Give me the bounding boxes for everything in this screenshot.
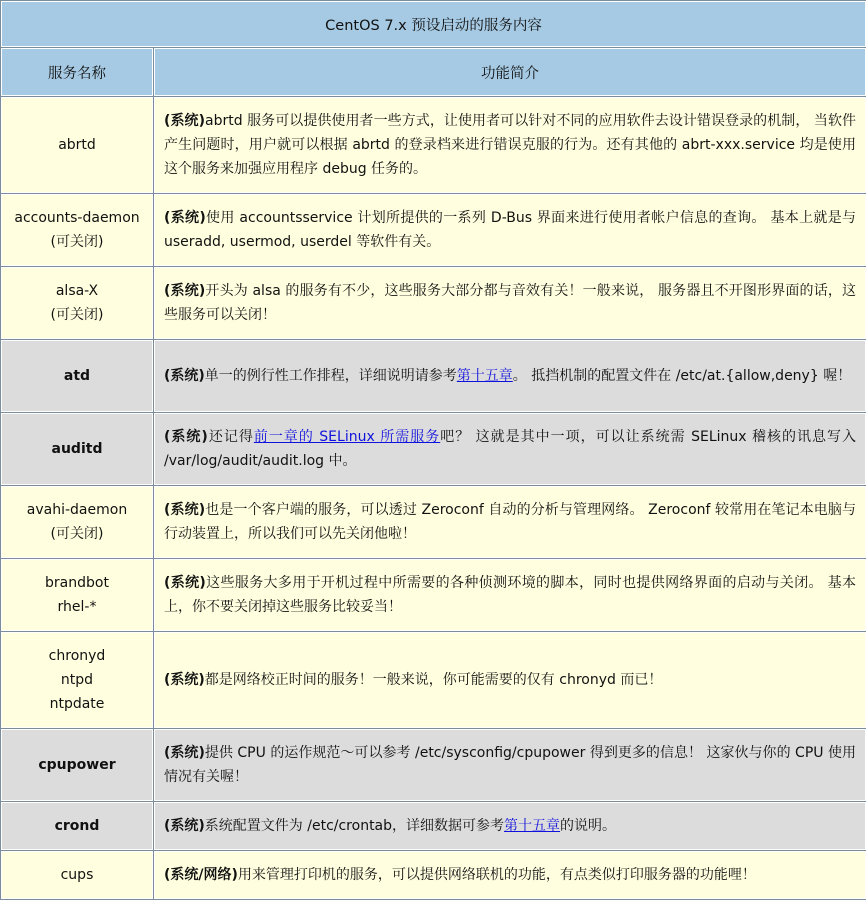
service-name: (可关闭) [50, 526, 104, 542]
service-name: crond [54, 818, 100, 834]
service-name: brandbot [45, 575, 109, 591]
category-tag: (系统) [164, 113, 205, 129]
chapter-link[interactable]: 第十五章 [456, 368, 513, 384]
service-name: cpupower [38, 757, 116, 773]
category-tag: (系统) [164, 745, 205, 761]
description-text: 也是一个客户端的服务，可以透过 Zeroconf 自动的分析与管理网络。 Zeroconf 较常用在笔记本电脑与行动装置上，所以我们可以先关闭他啦！ [164, 502, 857, 542]
header-description: 功能简介 [154, 48, 866, 97]
description-text: 还记得 [207, 429, 254, 445]
table-row [1, 486, 866, 559]
category-tag: (系统) [164, 283, 206, 299]
service-name-cell [1, 632, 154, 729]
service-name-cell [1, 851, 154, 900]
table-row [1, 559, 866, 632]
table-row [1, 267, 866, 340]
table-row [1, 413, 866, 486]
service-name: chronyd [48, 648, 106, 664]
header-service-name: 服务名称 [1, 48, 154, 97]
category-tag: (系统) [164, 575, 206, 591]
description-text-tail: 的说明。 [560, 818, 617, 834]
table-body [1, 97, 866, 900]
service-name: rhel-* [57, 599, 97, 615]
service-name: cups [60, 867, 94, 883]
service-description-cell [154, 413, 866, 486]
description-text: 都是网络校正时间的服务！一般来说，你可能需要的仅有 chronyd 而已！ [204, 672, 663, 688]
description-text: 提供 CPU 的运作规范～可以参考 /etc/sysconfig/cpupower 得到更多的信息！ 这家伙与你的 CPU 使用情况有关喔！ [164, 745, 857, 785]
table-header-row [1, 48, 866, 97]
service-description-cell [154, 729, 866, 802]
description-text: 这些服务大多用于开机过程中所需要的各种侦测环境的脚本，同时也提供网络界面的启动与关闭。 基本上，你不要关闭掉这些服务比较妥当！ [164, 575, 857, 615]
service-description-cell [154, 340, 866, 413]
service-name-cell [1, 802, 154, 851]
category-tag: (系统) [164, 429, 208, 445]
service-description-cell [154, 194, 866, 267]
table-row [1, 851, 866, 900]
table-row [1, 194, 866, 267]
service-name: (可关闭) [50, 307, 104, 323]
service-name-cell [1, 729, 154, 802]
category-tag: (系统) [164, 502, 206, 518]
service-name: ntpd [60, 672, 94, 688]
description-text-tail: 。 抵挡机制的配置文件在 /etc/at.{allow,deny} 喔！ [512, 368, 852, 384]
service-name-cell [1, 559, 154, 632]
description-text-tail: 吧？ 这就是其中一项，可以让系统需 SELinux 稽核的讯息写入 /var/log/audit/audit.log 中。 [164, 429, 857, 469]
table-row [1, 802, 866, 851]
category-tag: (系统) [164, 210, 206, 226]
service-name: (可关闭) [50, 234, 104, 250]
table-title: CentOS 7.x 预设启动的服务内容 [1, 1, 866, 48]
category-tag: (系统) [164, 368, 205, 384]
table-row [1, 97, 866, 194]
service-description-cell [154, 267, 866, 340]
service-name: ntpdate [49, 696, 105, 712]
service-name-cell [1, 194, 154, 267]
service-name: alsa-X [55, 283, 99, 299]
service-name-cell [1, 340, 154, 413]
service-description-cell [154, 802, 866, 851]
description-text: 使用 accountsservice 计划所提供的一系列 D-Bus 界面来进行使用者帐户信息的查询。 基本上就是与 useradd, usermod, userdel 等软件有关。 [164, 210, 857, 250]
category-tag: (系统) [164, 818, 205, 834]
category-tag: (系统/网络) [164, 867, 238, 883]
service-description-cell [154, 97, 866, 194]
service-name-cell [1, 267, 154, 340]
table-row [1, 729, 866, 802]
service-description-cell [154, 632, 866, 729]
description-text: 系统配置文件为 /etc/crontab，详细数据可参考 [204, 818, 505, 834]
description-text: 开头为 alsa 的服务有不少，这些服务大部分都与音效有关！一般来说， 服务器且不开图形界面的话，这些服务可以关闭！ [164, 283, 857, 323]
description-text: 单一的例行性工作排程，详细说明请参考 [204, 368, 457, 384]
table-title-row [1, 1, 866, 48]
category-tag: (系统) [164, 672, 205, 688]
table-row [1, 340, 866, 413]
table-row [1, 632, 866, 729]
service-name: atd [63, 368, 91, 384]
description-text: abrtd 服务可以提供使用者一些方式，让使用者可以针对不同的应用软件去设计错误登录的机制， 当软件产生问题时，用户就可以根据 abrtd 的登录档来进行错误克服的行为。还有其他的 abrt-xxx.service 均是使用这个服务来加强应用程序 debug 任务的。 [164, 113, 857, 177]
service-name: avahi-daemon [26, 502, 128, 518]
service-description-cell [154, 486, 866, 559]
service-description-cell [154, 559, 866, 632]
chapter-link[interactable]: 前一章的 SELinux 所需服务 [253, 429, 441, 445]
service-name-cell [1, 486, 154, 559]
service-name: accounts-daemon [14, 210, 140, 226]
service-name: abrtd [58, 137, 96, 153]
service-description-cell [154, 851, 866, 900]
chapter-link[interactable]: 第十五章 [504, 818, 561, 834]
service-name-cell [1, 413, 154, 486]
service-name-cell [1, 97, 154, 194]
service-name: auditd [51, 441, 103, 457]
description-text: 用来管理打印机的服务，可以提供网络联机的功能，有点类似打印服务器的功能哩！ [237, 867, 756, 883]
